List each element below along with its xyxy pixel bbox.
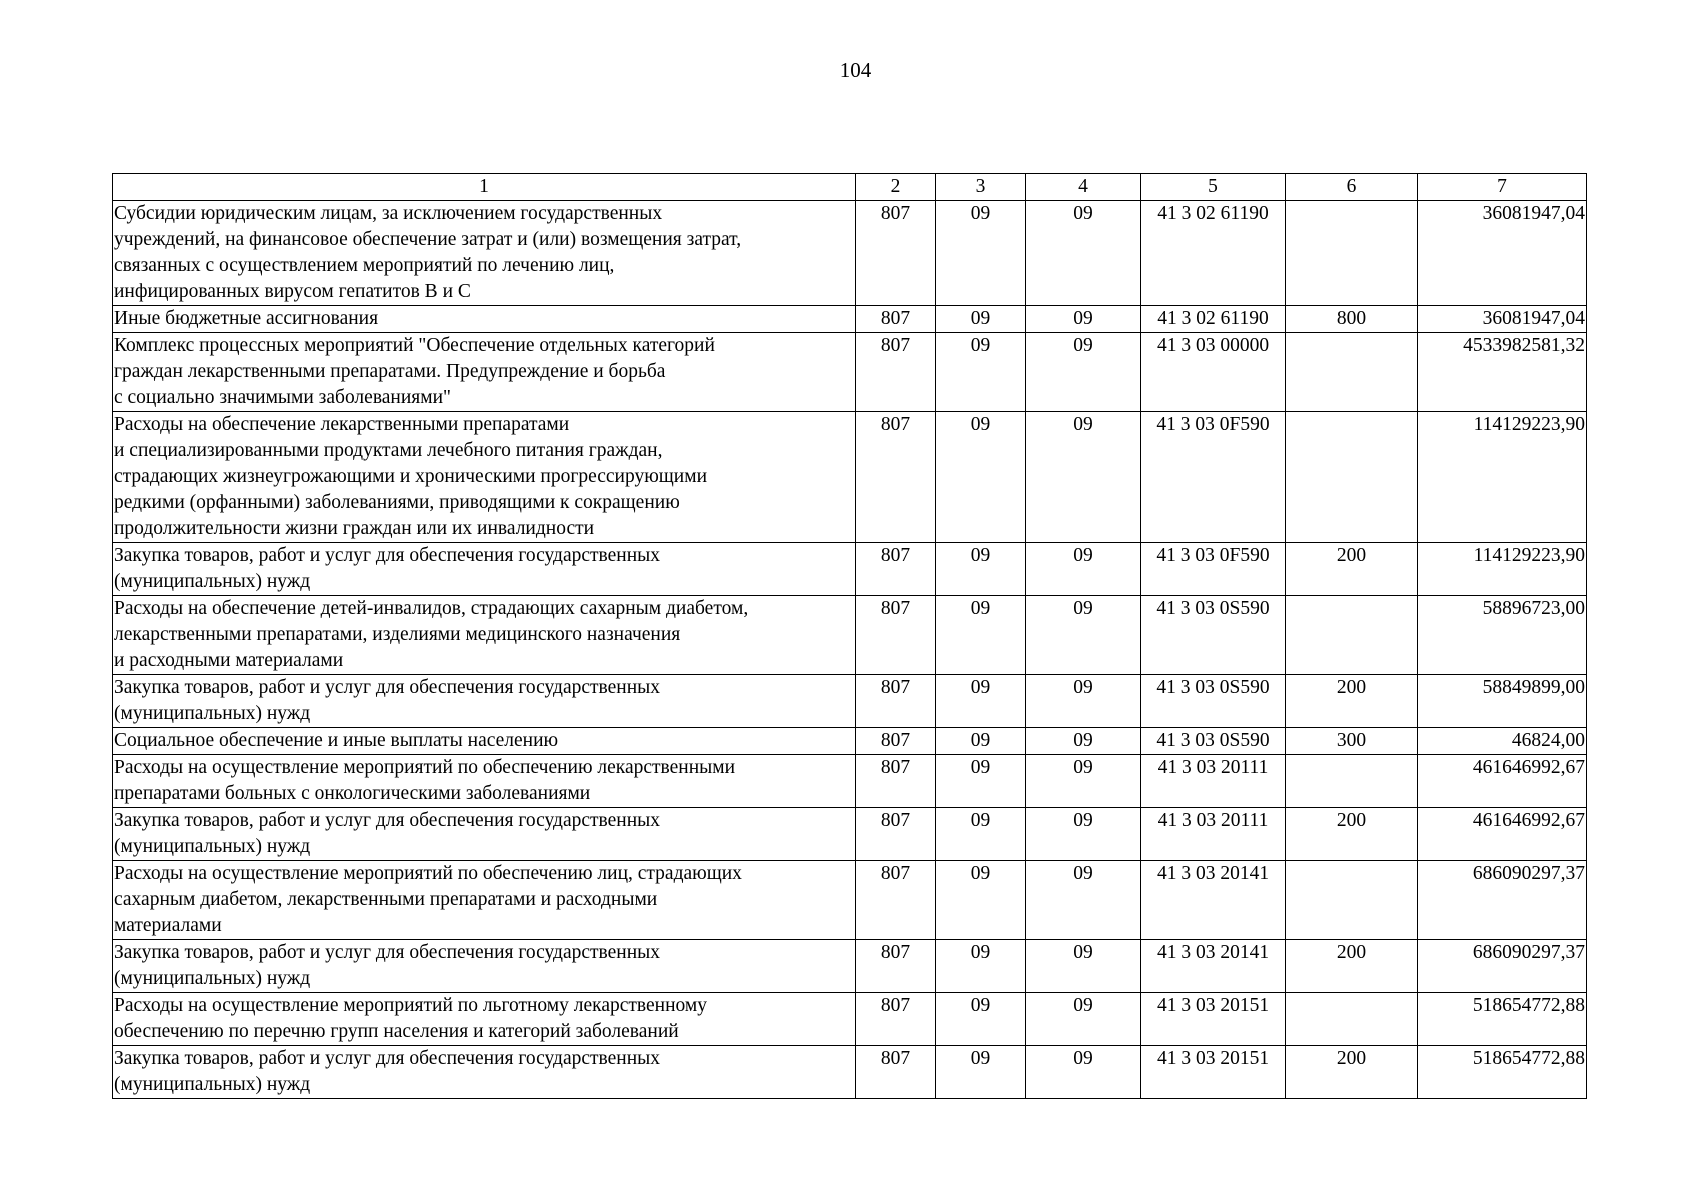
cell-subsection: 09	[1026, 1046, 1141, 1099]
header-row	[113, 174, 1587, 201]
cell-target-article: 41 3 03 0S590	[1141, 675, 1286, 728]
cell-amount: 46824,00	[1418, 728, 1587, 755]
cell-target-article: 41 3 03 0S590	[1141, 596, 1286, 675]
cell-subsection: 09	[1026, 755, 1141, 808]
item-name-line: с социально значимыми заболеваниями"	[114, 387, 452, 408]
table-row	[113, 306, 1587, 333]
item-name-line: лекарственными препаратами, изделиями медицинского назначения	[114, 624, 681, 645]
cell-amount: 686090297,37	[1418, 940, 1587, 993]
item-name-line: и специализированными продуктами лечебного питания граждан,	[114, 440, 663, 461]
cell-expense-type	[1286, 755, 1418, 808]
cell-amount: 461646992,67	[1418, 755, 1587, 808]
cell-item-name	[113, 993, 856, 1046]
column-header-6: 6	[1286, 174, 1418, 201]
item-name-line: Социальное обеспечение и иные выплаты населению	[114, 730, 559, 751]
cell-section: 09	[936, 675, 1026, 728]
cell-gr: 807	[856, 596, 936, 675]
column-header-5: 5	[1141, 174, 1286, 201]
cell-gr: 807	[856, 808, 936, 861]
table-row	[113, 543, 1587, 596]
cell-section: 09	[936, 596, 1026, 675]
cell-amount: 461646992,67	[1418, 808, 1587, 861]
cell-gr: 807	[856, 412, 936, 543]
cell-section: 09	[936, 940, 1026, 993]
cell-expense-type	[1286, 596, 1418, 675]
item-name-line: Иные бюджетные ассигнования	[114, 308, 379, 329]
cell-subsection: 09	[1026, 728, 1141, 755]
cell-gr: 807	[856, 201, 936, 306]
item-name-line: сахарным диабетом, лекарственными препаратами и расходными	[114, 889, 658, 910]
table-row	[113, 861, 1587, 940]
cell-amount: 686090297,37	[1418, 861, 1587, 940]
cell-item-name	[113, 306, 856, 333]
cell-subsection: 09	[1026, 543, 1141, 596]
cell-target-article: 41 3 02 61190	[1141, 201, 1286, 306]
cell-section: 09	[936, 755, 1026, 808]
cell-item-name	[113, 940, 856, 993]
cell-expense-type: 200	[1286, 808, 1418, 861]
item-name-line: связанных с осуществлением мероприятий по лечению лиц,	[114, 255, 615, 276]
table-row	[113, 201, 1587, 306]
item-name-line: (муниципальных) нужд	[114, 836, 311, 857]
cell-section: 09	[936, 1046, 1026, 1099]
cell-amount: 114129223,90	[1418, 543, 1587, 596]
item-name-line: Расходы на обеспечение лекарственными препаратами	[114, 414, 570, 435]
cell-gr: 807	[856, 1046, 936, 1099]
cell-item-name	[113, 861, 856, 940]
cell-target-article: 41 3 03 20111	[1141, 808, 1286, 861]
cell-target-article: 41 3 03 20111	[1141, 755, 1286, 808]
item-name-line: Расходы на осуществление мероприятий по льготному лекарственному	[114, 995, 707, 1016]
cell-subsection: 09	[1026, 675, 1141, 728]
cell-item-name	[113, 412, 856, 543]
column-header-7: 7	[1418, 174, 1587, 201]
column-header-4: 4	[1026, 174, 1141, 201]
item-name-line: (муниципальных) нужд	[114, 968, 311, 989]
cell-target-article: 41 3 03 20141	[1141, 940, 1286, 993]
cell-section: 09	[936, 808, 1026, 861]
cell-amount: 58849899,00	[1418, 675, 1587, 728]
table-row	[113, 1046, 1587, 1099]
cell-subsection: 09	[1026, 940, 1141, 993]
cell-expense-type	[1286, 993, 1418, 1046]
cell-target-article: 41 3 03 20151	[1141, 1046, 1286, 1099]
cell-item-name	[113, 728, 856, 755]
page-number: 104	[839, 58, 872, 82]
cell-expense-type: 200	[1286, 1046, 1418, 1099]
item-name-line: Субсидии юридическим лицам, за исключением государственных	[114, 203, 663, 224]
cell-expense-type: 300	[1286, 728, 1418, 755]
cell-amount: 36081947,04	[1418, 201, 1587, 306]
cell-section: 09	[936, 412, 1026, 543]
cell-target-article: 41 3 02 61190	[1141, 306, 1286, 333]
cell-target-article: 41 3 03 0S590	[1141, 728, 1286, 755]
cell-subsection: 09	[1026, 333, 1141, 412]
item-name-line: Закупка товаров, работ и услуг для обеспечения государственных	[114, 810, 661, 831]
budget-table	[112, 173, 1587, 1099]
cell-expense-type: 200	[1286, 940, 1418, 993]
cell-expense-type: 200	[1286, 543, 1418, 596]
cell-gr: 807	[856, 940, 936, 993]
cell-gr: 807	[856, 993, 936, 1046]
item-name-line: учреждений, на финансовое обеспечение затрат и (или) возмещения затрат,	[114, 229, 742, 250]
cell-expense-type: 200	[1286, 675, 1418, 728]
cell-amount: 58896723,00	[1418, 596, 1587, 675]
cell-target-article: 41 3 03 00000	[1141, 333, 1286, 412]
cell-amount: 114129223,90	[1418, 412, 1587, 543]
cell-section: 09	[936, 333, 1026, 412]
item-name-line: препаратами больных с онкологическими заболеваниями	[114, 783, 591, 804]
cell-expense-type	[1286, 201, 1418, 306]
cell-gr: 807	[856, 543, 936, 596]
item-name-line: Комплекс процессных мероприятий "Обеспечение отдельных категорий	[114, 335, 715, 356]
item-name-line: (муниципальных) нужд	[114, 1074, 311, 1095]
cell-gr: 807	[856, 861, 936, 940]
table-row	[113, 596, 1587, 675]
item-name-line: Расходы на осуществление мероприятий по обеспечению лекарственными	[114, 757, 736, 778]
item-name-line: Закупка товаров, работ и услуг для обеспечения государственных	[114, 1048, 661, 1069]
table-row	[113, 412, 1587, 543]
cell-item-name	[113, 596, 856, 675]
cell-amount: 36081947,04	[1418, 306, 1587, 333]
cell-expense-type: 800	[1286, 306, 1418, 333]
cell-target-article: 41 3 03 20151	[1141, 993, 1286, 1046]
column-header-2: 2	[856, 174, 936, 201]
cell-item-name	[113, 808, 856, 861]
cell-subsection: 09	[1026, 412, 1141, 543]
item-name-line: продолжительности жизни граждан или их инвалидности	[114, 518, 595, 539]
cell-section: 09	[936, 306, 1026, 333]
cell-item-name	[113, 675, 856, 728]
table-row	[113, 333, 1587, 412]
item-name-line: страдающих жизнеугрожающими и хроническими прогрессирующими	[114, 466, 708, 487]
item-name-line: Закупка товаров, работ и услуг для обеспечения государственных	[114, 677, 661, 698]
item-name-line: обеспечению по перечню групп населения и категорий заболеваний	[114, 1021, 679, 1042]
cell-item-name	[113, 755, 856, 808]
cell-target-article: 41 3 03 20141	[1141, 861, 1286, 940]
item-name-line: редкими (орфанными) заболеваниями, приводящими к сокращению	[114, 492, 680, 513]
cell-section: 09	[936, 543, 1026, 596]
cell-subsection: 09	[1026, 306, 1141, 333]
cell-gr: 807	[856, 755, 936, 808]
cell-expense-type	[1286, 861, 1418, 940]
item-name-line: инфицированных вирусом гепатитов В и С	[114, 281, 471, 302]
cell-item-name	[113, 333, 856, 412]
cell-subsection: 09	[1026, 993, 1141, 1046]
column-header-3: 3	[936, 174, 1026, 201]
table-row	[113, 808, 1587, 861]
cell-amount: 4533982581,32	[1418, 333, 1587, 412]
item-name-line: Расходы на обеспечение детей-инвалидов, страдающих сахарным диабетом,	[114, 598, 749, 619]
item-name-line: граждан лекарственными препаратами. Предупреждение и борьба	[114, 361, 666, 382]
item-name-line: Закупка товаров, работ и услуг для обеспечения государственных	[114, 942, 661, 963]
cell-item-name	[113, 1046, 856, 1099]
cell-target-article: 41 3 03 0F590	[1141, 412, 1286, 543]
cell-expense-type	[1286, 412, 1418, 543]
cell-gr: 807	[856, 675, 936, 728]
table-row	[113, 755, 1587, 808]
item-name-line: и расходными материалами	[114, 650, 344, 671]
cell-amount: 518654772,88	[1418, 993, 1587, 1046]
table-body	[113, 201, 1587, 1099]
cell-section: 09	[936, 861, 1026, 940]
table-row	[113, 728, 1587, 755]
table-row	[113, 675, 1587, 728]
cell-gr: 807	[856, 728, 936, 755]
cell-gr: 807	[856, 306, 936, 333]
cell-amount: 518654772,88	[1418, 1046, 1587, 1099]
cell-item-name	[113, 543, 856, 596]
cell-subsection: 09	[1026, 808, 1141, 861]
cell-subsection: 09	[1026, 201, 1141, 306]
cell-item-name	[113, 201, 856, 306]
cell-expense-type	[1286, 333, 1418, 412]
item-name-line: (муниципальных) нужд	[114, 571, 311, 592]
cell-section: 09	[936, 728, 1026, 755]
table-row	[113, 993, 1587, 1046]
item-name-line: Расходы на осуществление мероприятий по обеспечению лиц, страдающих	[114, 863, 742, 884]
cell-gr: 807	[856, 333, 936, 412]
cell-subsection: 09	[1026, 596, 1141, 675]
cell-section: 09	[936, 201, 1026, 306]
item-name-line: материалами	[114, 915, 222, 936]
cell-section: 09	[936, 993, 1026, 1046]
table-row	[113, 940, 1587, 993]
item-name-line: (муниципальных) нужд	[114, 703, 311, 724]
cell-subsection: 09	[1026, 861, 1141, 940]
column-header-1: 1	[113, 174, 856, 201]
item-name-line: Закупка товаров, работ и услуг для обеспечения государственных	[114, 545, 661, 566]
cell-target-article: 41 3 03 0F590	[1141, 543, 1286, 596]
